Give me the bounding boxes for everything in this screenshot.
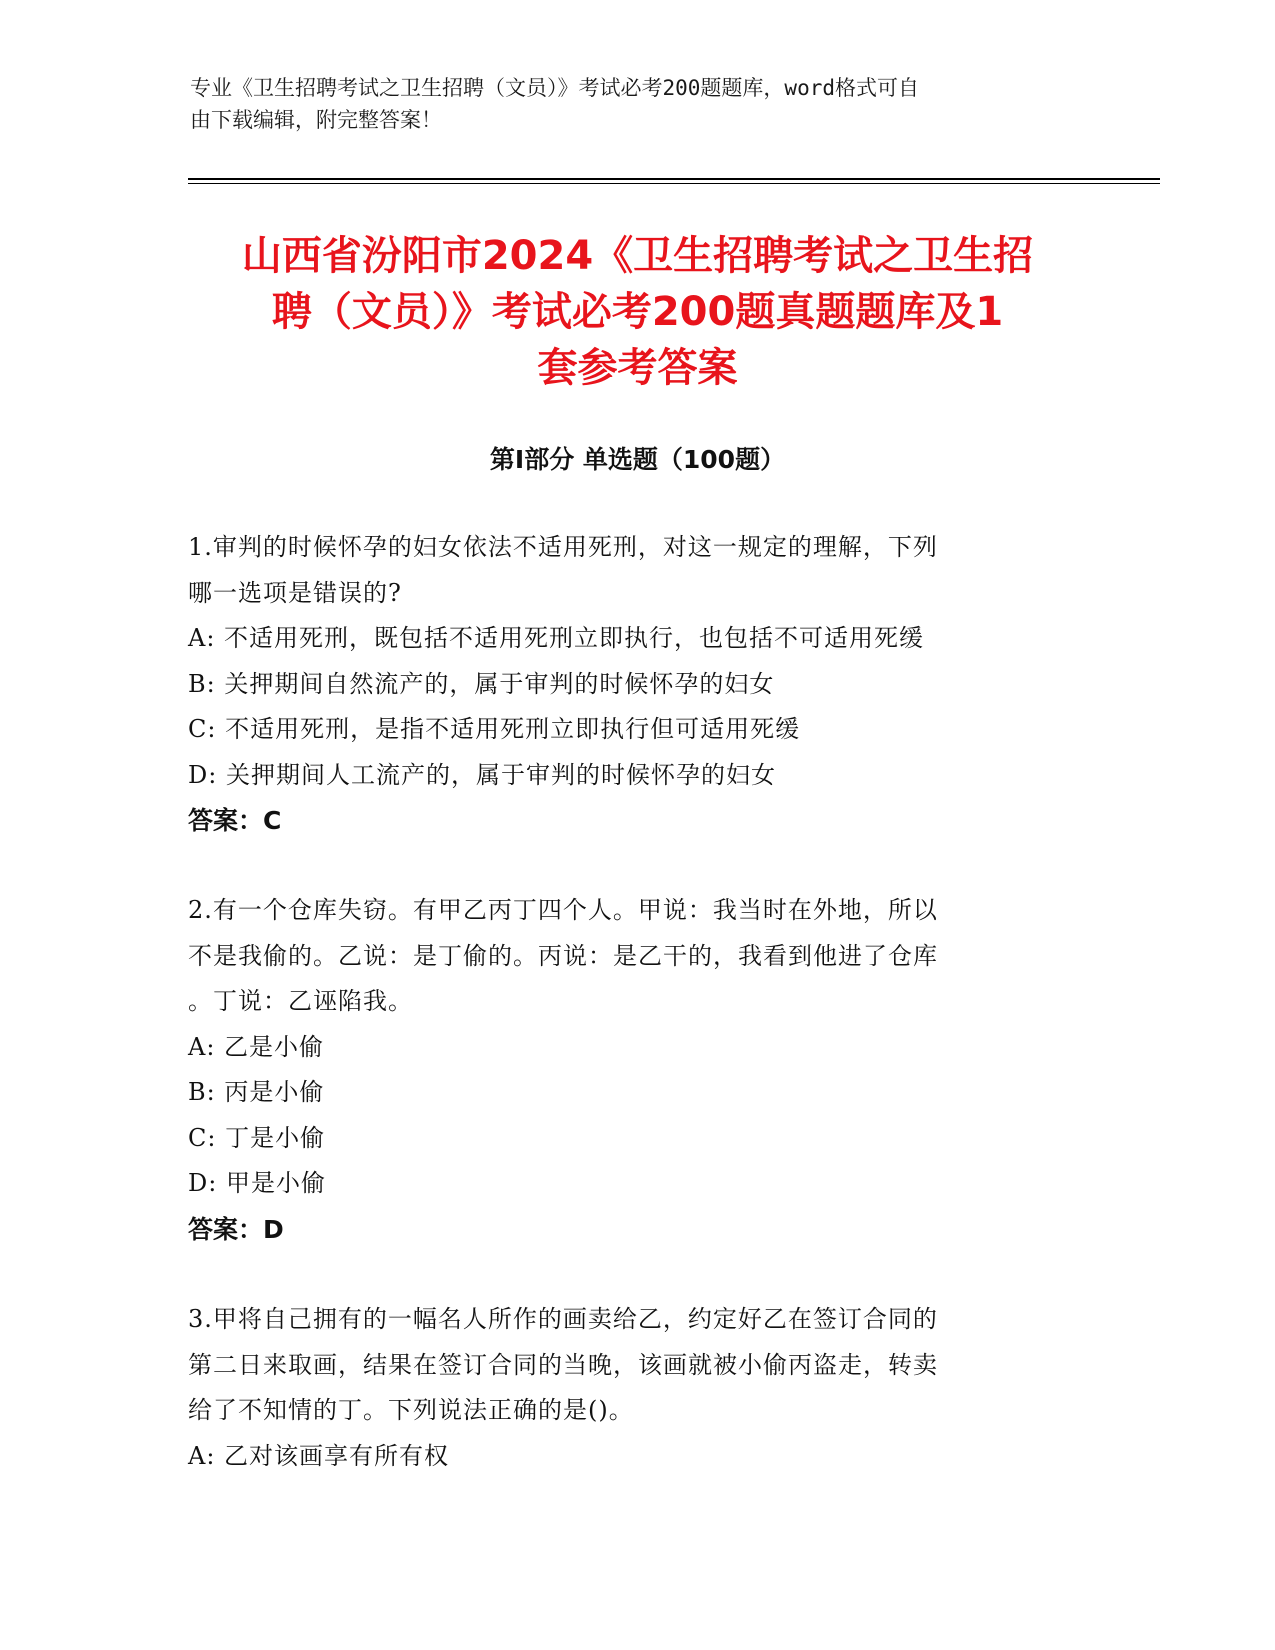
- option-a: A: 乙对该画享有所有权: [188, 1441, 450, 1470]
- question-stem: 哪一选项是错误的?: [188, 578, 402, 607]
- option-c: C: 丁是小偷: [188, 1123, 326, 1152]
- header-line-2: 由下载编辑，附完整答案！: [190, 108, 442, 132]
- header-line-1: 专业《卫生招聘考试之卫生招聘（文员）》考试必考200题题库，word格式可自: [190, 76, 919, 100]
- question-stem: 第二日来取画，结果在签订合同的当晚，该画就被小偷丙盗走，转卖: [188, 1350, 938, 1379]
- question-stem: 2.有一个仓库失窃。有甲乙丙丁四个人。甲说：我当时在外地，所以: [188, 896, 938, 924]
- title-line-1: 山西省汾阳市2024《卫生招聘考试之卫生招: [241, 233, 1034, 279]
- title-line-3: 套参考答案: [537, 345, 738, 391]
- header-divider-thick: [188, 178, 1160, 180]
- option-d: D: 甲是小偷: [188, 1169, 326, 1197]
- question-3: [188, 1297, 1068, 1479]
- question-stem: 不是我偷的。乙说：是丁偷的。丙说：是乙干的，我看到他进了仓库: [188, 941, 938, 970]
- question-stem: 1.审判的时候怀孕的妇女依法不适用死刑，对这一规定的理解，下列: [188, 533, 938, 561]
- page-header: [190, 72, 1070, 136]
- option-b: B: 关押期间自然流产的，属于审判的时候怀孕的妇女: [188, 669, 775, 698]
- answer: 答案：C: [188, 806, 282, 835]
- option-d: D: 关押期间人工流产的，属于审判的时候怀孕的妇女: [188, 760, 776, 789]
- option-a: A: 乙是小偷: [188, 1032, 325, 1061]
- header-divider-thin: [188, 183, 1160, 184]
- question-1: [188, 525, 1068, 844]
- document-title: [175, 228, 1100, 396]
- answer: 答案：D: [188, 1214, 284, 1244]
- section-heading: 第Ⅰ部分 单选题（100题）: [489, 445, 786, 474]
- option-c: C: 不适用死刑，是指不适用死刑立即执行但可适用死缓: [188, 715, 801, 743]
- option-b: B: 丙是小偷: [188, 1078, 325, 1106]
- question-stem: 。丁说：乙诬陷我。: [188, 987, 413, 1015]
- question-stem: 给了不知情的丁。下列说法正确的是()。: [188, 1396, 634, 1424]
- option-a: A: 不适用死刑，既包括不适用死刑立即执行，也包括不可适用死缓: [188, 624, 925, 652]
- question-stem: 3.甲将自己拥有的一幅名人所作的画卖给乙，约定好乙在签订合同的: [188, 1305, 938, 1333]
- title-line-2: 聘（文员）》考试必考200题真题题库及1: [271, 289, 1004, 335]
- question-2: [188, 888, 1068, 1253]
